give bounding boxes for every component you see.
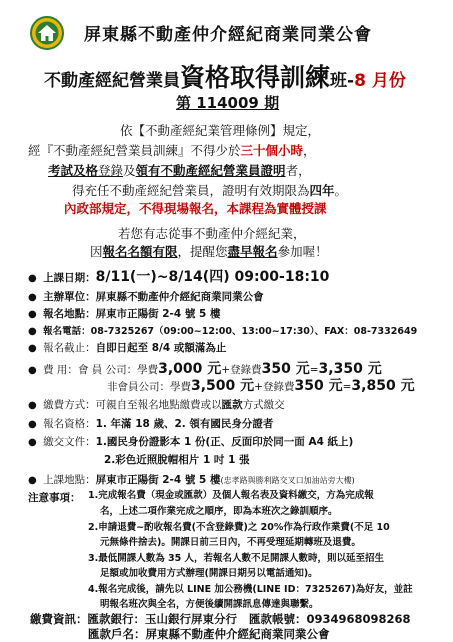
payment-account-name-line: 匯款戶名：屏東縣不動產仲介經紀商業同業公會 [88,627,330,641]
payment-info-line: 繳費資訊：匯款銀行：玉山銀行屏東分行 匯款帳號：0934968098268 [30,612,411,626]
detail-date: ● 上課日期：8/11(一)~8/14(四) 09:00-18:10 [28,269,330,285]
intro-line-4: 得充任不動產經紀營業員，證明有效期限為四年。 [72,183,348,198]
intro-line-3: 考試及格登錄及領有不動產經紀營業員證明者， [48,163,311,178]
title-part1: 不動產經紀營業員 [44,71,180,91]
detail-documents: ● 繳交文件：1.國民身份證影本 1 份(正、反面印於同一面 A4 紙上) [28,436,354,448]
intro-line-2: 經『不動產經紀營業員訓練』不得少於三十個小時， [28,143,316,158]
title-part2: 資格取得訓練 [180,63,331,92]
detail-host: ● 主辦單位：屏東縣不動產仲介經紀商業同業公會 [28,291,264,303]
intro-line-6: 若您有志從事不動產仲介經紀業， [118,226,306,241]
note-2b: 元無條件捨去)。開課日前三日內，不再受理延期轉班及退費。 [100,537,361,548]
org-name: 屏東縣不動產仲介經紀商業同業公會 [84,25,372,45]
period-number: 第 114009 期 [176,94,280,112]
detail-fee-member: ● 費 用：會 員 公司：學費3,000 元+登錄費350 元=3,350 元 [28,361,382,377]
detail-place: ● 報名地點：屏東市正陽街 2-4 號 5 樓 [28,308,221,320]
note-2a: 2.申請退費~酌收報名費(不含登錄費)之 20%作為行政作業費(不足 10 [88,522,390,533]
detail-deadline: ● 報名截止：自即日起至 8/4 或額滿為止 [28,342,227,354]
detail-tel: ● 報名電話：08-7325267（09:00~12:00、13:00~17:30）、FAX：08-7332649 [28,326,418,337]
intro-line-5: 內政部規定，不得現場報名，本課程為實體授課 [64,201,327,216]
intro-line-1: 依【不動產經紀業管理條例】規定， [120,123,321,138]
title-month: 8 月份 [354,71,406,91]
association-logo-icon [30,16,64,50]
intro-line-7: 因報名名額有限，提醒您盡早報名參加喔！ [90,244,328,259]
detail-payment-method: ● 繳費方式：可親自至報名地點繳費或以匯款方式繳交 [28,399,285,411]
note-3a: 3.最低開課人數為 35 人，若報名人數不足開課人數時，則以延至招生 [88,553,385,564]
note-4a: 4.報名完成後，請先以 LINE 加公務機(LINE ID：7325267)為好友，並註 [88,584,413,595]
note-4b: 明報名班次與全名，方便後續開課訊息傳達與聯繫。 [100,599,319,610]
detail-documents-2: 2.彩色近照脫帽相片 1 吋 1 張 [104,454,250,466]
detail-qualification: ● 報名資格：1. 年滿 18 歲、2. 領有國民身分證者 [28,418,274,430]
page-title [44,58,406,94]
title-part3: 班- [330,71,355,91]
detail-location: ● 上課地點：屏東市正陽街 2-4 號 5 樓(忠孝路與勝利路交叉口加油站旁大樓) [28,474,355,486]
note-1b: 名，上述二項作業完成之順序，即為本班次之錄訓順序。 [100,506,338,517]
detail-fee-nonmember: 非會員公司：學費3,500 元+登錄費350 元=3,850 元 [107,378,415,394]
note-3b: 足額或加收費用方式辦理(開課日期另以電話通知)。 [100,568,318,579]
notes-label: 注意事項： [28,492,81,504]
note-1a: 1.完成報名費（現金或匯款）及個人報名表及資料繳交，方為完成報 [88,490,374,501]
